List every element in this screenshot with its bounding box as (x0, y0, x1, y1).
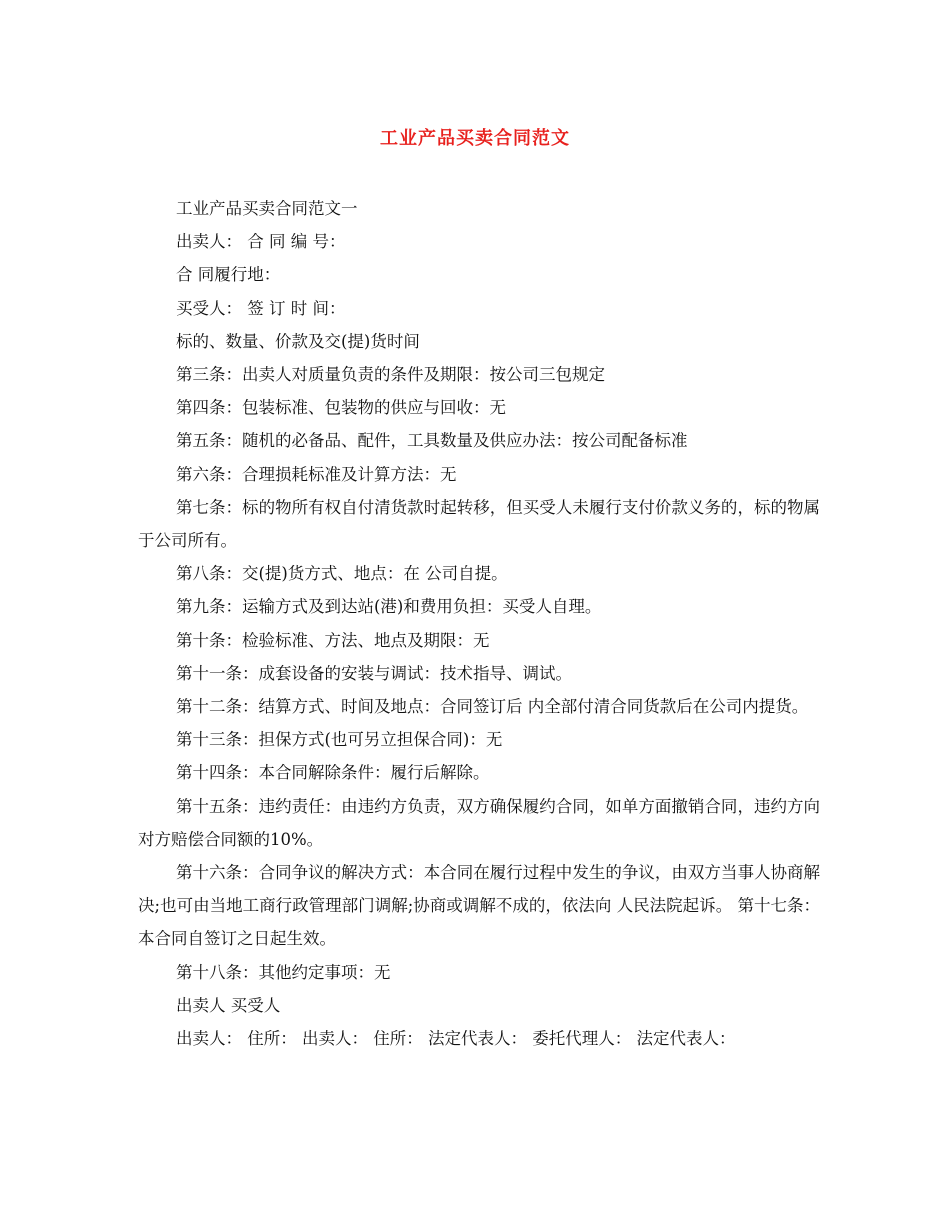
paragraph-19: 第十八条：其他约定事项：无 (176, 962, 391, 982)
paragraph-12: 第十条：检验标准、方法、地点及期限：无 (176, 630, 490, 650)
document-title: 工业产品买卖合同范文 (380, 128, 570, 149)
paragraph-6: 第四条：包装标准、包装物的供应与回收：无 (176, 398, 506, 418)
paragraph-7: 第五条：随机的必备品、配件，工具数量及供应办法：按公司配备标准 (176, 431, 688, 451)
paragraph-0: 工业产品买卖合同范文一 (176, 199, 358, 218)
paragraph-3: 买受人： 签 订 时 间： (176, 298, 346, 318)
paragraph-21: 出卖人： 住所： 出卖人： 住所： 法定代表人： 委托代理人： 法定代表人： (176, 1029, 736, 1049)
paragraph-1: 出卖人： 合 同 编 号： (176, 232, 346, 252)
paragraph-4: 标的、数量、价款及交(提)货时间 (176, 331, 420, 351)
paragraph-20: 出卖人 买受人 (176, 995, 281, 1015)
paragraph-16: 第十四条：本合同解除条件：履行后解除。 (176, 763, 490, 783)
paragraph-8: 第六条：合理损耗标准及计算方法：无 (176, 464, 457, 484)
paragraph-15: 第十三条：担保方式(也可另立担保合同)：无 (176, 730, 503, 750)
paragraph-17: 第十五条：违约责任：由违约方负责，双方确保履约合同，如单方面撤销合同，违约方向对方赔偿合同额的10%。 (138, 796, 820, 849)
paragraph-11: 第九条：运输方式及到达站(港)和费用负担：买受人自理。 (176, 597, 602, 617)
document-body (138, 192, 820, 1055)
paragraph-9: 第七条：标的物所有权自付清货款时起转移，但买受人未履行支付价款义务的，标的物属于公司所有。 (138, 497, 820, 551)
paragraph-2: 合 同履行地： (176, 265, 281, 285)
paragraph-14: 第十二条：结算方式、时间及地点：合同签订后 内全部付清合同货款后在公司内提货。 (176, 697, 809, 717)
paragraph-13: 第十一条：成套设备的安装与调试：技术指导、调试。 (176, 663, 572, 683)
paragraph-18: 第十六条：合同争议的解决方式：本合同在履行过程中发生的争议，由双方当事人协商解决;也可由当地工商行政管理部门调解;协商或调解不成的，依法向 人民法院起诉。 第十七条：本合同自签订之日起生效。 (138, 863, 820, 949)
paragraph-10: 第八条：交(提)货方式、地点：在 公司自提。 (176, 564, 508, 584)
paragraph-5: 第三条：出卖人对质量负责的条件及期限：按公司三包规定 (176, 365, 605, 385)
